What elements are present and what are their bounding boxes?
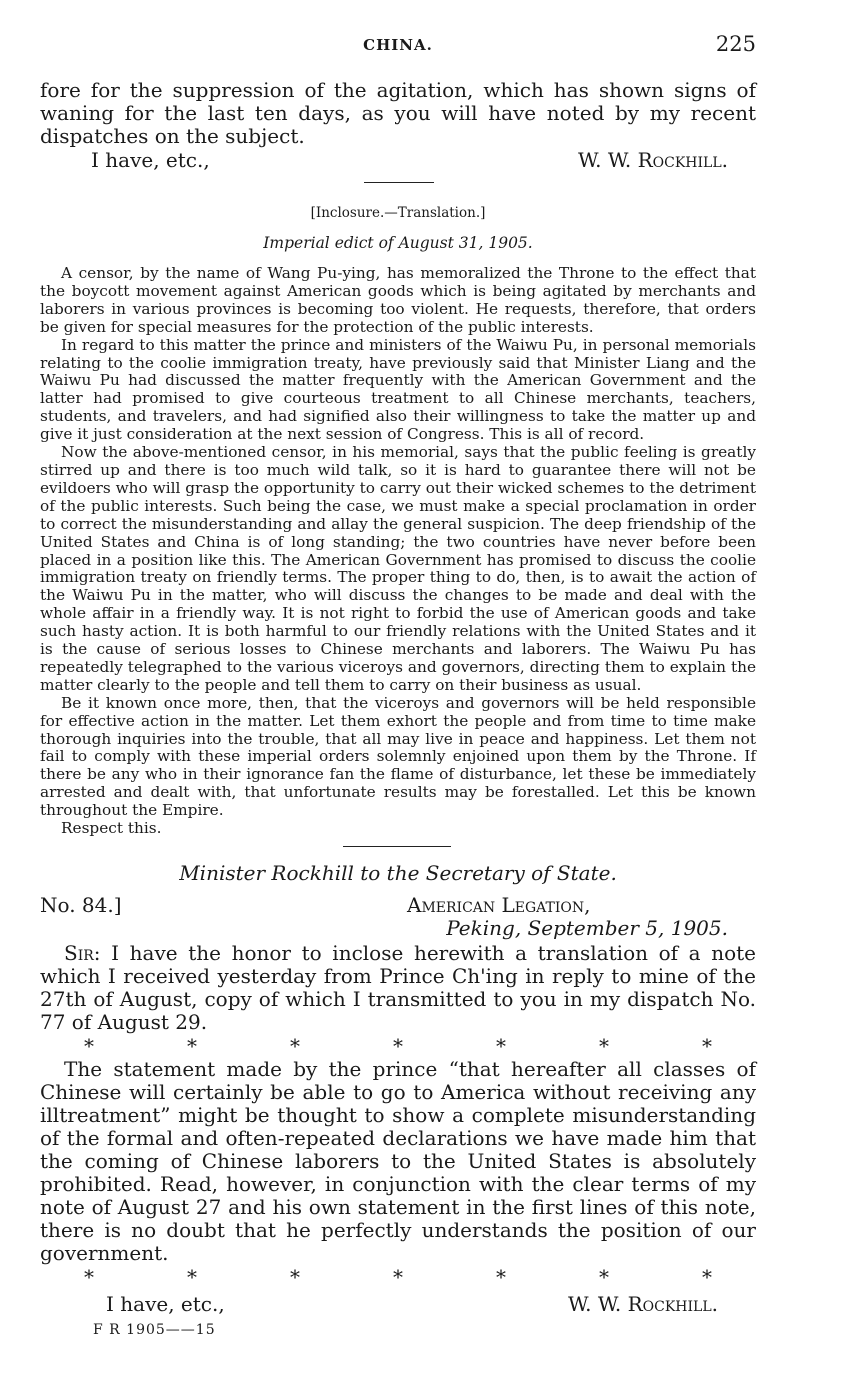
star: * bbox=[290, 1034, 300, 1058]
page-header bbox=[40, 32, 756, 60]
dispatch-number: No. 84.] bbox=[40, 893, 122, 917]
opening-signature-row bbox=[40, 148, 756, 172]
star: * bbox=[496, 1265, 506, 1289]
star: * bbox=[84, 1034, 94, 1058]
opening-closing: I have, etc., bbox=[91, 148, 210, 172]
signature-mark: F R 1905——15 bbox=[93, 1322, 216, 1338]
edict-paragraph: Respect this. bbox=[61, 819, 162, 838]
letter-dateline bbox=[40, 893, 756, 917]
running-head: CHINA. bbox=[363, 36, 433, 54]
letter-signature-row bbox=[40, 1292, 756, 1316]
page-number: 225 bbox=[715, 32, 756, 56]
opening-paragraph bbox=[40, 79, 756, 148]
letter-paragraph-1 bbox=[40, 942, 756, 1034]
divider-rule bbox=[343, 846, 451, 847]
edict-paragraph: In regard to this matter the prince and ministers of the Waiwu Pu, in personal memorials relating to the coolie immigration treaty, have previously said that Minister Liang and the Waiwu Pu had discussed the matter frequently with the American Government and the latter had promised to give courteous treatment to all Chinese merchants, teachers, students, and travelers, and had signified also their willingness to take the matter up and give it just consideration at the next session of Congress. This is all of record. bbox=[40, 335, 756, 444]
letter-place-date-row bbox=[40, 916, 756, 940]
star: * bbox=[187, 1034, 197, 1058]
edict-body bbox=[40, 265, 756, 838]
divider-rule bbox=[364, 182, 434, 183]
ellipsis-stars bbox=[40, 1034, 756, 1058]
star: * bbox=[393, 1034, 403, 1058]
letter-para-1-text: I have the honor to inclose herewith a translation of a note which I received yesterday from Prince Ch'ing in reply to mine of the 27th of August, copy of which I transmitted to you in my dispatch No. 77 of August 29. bbox=[40, 941, 757, 1034]
letter-closing: I have, etc., bbox=[106, 1292, 225, 1316]
ellipsis-stars bbox=[40, 1265, 756, 1289]
letter-para-2-text: The statement made by the prince “that hereafter all classes of Chinese will certainly be able to go to America without receiving any illtreatment” might be thought to show a complete misunderstanding of the formal and often-repeated declarations we have made him that the coming of Chinese laborers to the United States is absolutely prohibited. Read, however, in conjunction with the clear terms of my note of August 27 and his own statement in the first lines of this note, there is no doubt that he perfectly understands the position of our government. bbox=[40, 1057, 756, 1265]
letter-paragraph-2 bbox=[40, 1058, 756, 1265]
edict-paragraph: Now the above-mentioned censor, in his memorial, says that the public feeling is greatly stirred up and there is too much wild talk, so it is hard to guarantee there will not be evildoers who will grasp the opportunity to carry out their wicked schemes to the detriment of the public interests. Such being the case, we must make a special proclamation in order to correct the misunderstanding and allay the general suspicion. The deep friendship of the United States and China is of long standing; the two countries have never before been placed in a position like this. The American Government has promised to discuss the coolie immigration treaty on friendly terms. The proper thing to do, then, is to await the action of the Waiwu Pu in the matter, who will discuss the changes to be made and deal with the whole affair in a friendly way. It is not right to forbid the use of American goods and take such hasty action. It is both harmful to our friendly relations with the United States and it is the cause of serious losses to Chinese merchants and laborers. The Waiwu Pu has repeatedly telegraphed to the various viceroys and governors, directing them to explain the matter clearly to the people and tell them to carry on their business as usual. bbox=[40, 443, 756, 694]
inclosure-title: Imperial edict of August 31, 1905. bbox=[263, 234, 533, 252]
star: * bbox=[599, 1265, 609, 1289]
legation-name: American Legation, bbox=[407, 893, 591, 917]
letter-heading: Minister Rockhill to the Secretary of State. bbox=[179, 861, 617, 885]
salutation: Sir: bbox=[64, 941, 101, 965]
star: * bbox=[599, 1034, 609, 1058]
opening-text: fore for the suppression of the agitation, which has shown signs of waning for the last ten days, as you will have noted by my recent dispatches on the subject. bbox=[40, 78, 756, 148]
star: * bbox=[84, 1265, 94, 1289]
place-date: Peking, September 5, 1905. bbox=[446, 916, 728, 940]
star: * bbox=[702, 1034, 712, 1058]
edict-paragraph: Be it known once more, then, that the viceroys and governors will be held responsible for effective action in the matter. Let them exhort the people and from time to time make thorough inquiries into the trouble, that all may live in peace and happiness. Let them not fail to comply with these imperial orders solemnly enjoined upon them by the Throne. If there be any who in their ignorance fan the flame of disturbance, let these be immediately arrested and dealt with, that unfortunate results may be forestalled. Let this be known throughout the Empire. bbox=[40, 693, 756, 820]
edict-paragraph: A censor, by the name of Wang Pu-ying, has memoralized the Throne to the effect that the boycott movement against American goods which is being agitated by merchants and laborers in various provinces is becoming too violent. He requests, therefore, that orders be given for special measures for the protection of the public interests. bbox=[40, 264, 756, 336]
opening-signature: W. W. Rockhill. bbox=[578, 148, 728, 172]
star: * bbox=[496, 1034, 506, 1058]
letter-signature: W. W. Rockhill. bbox=[568, 1292, 718, 1316]
star: * bbox=[290, 1265, 300, 1289]
star: * bbox=[702, 1265, 712, 1289]
star: * bbox=[187, 1265, 197, 1289]
star: * bbox=[393, 1265, 403, 1289]
inclosure-label: [Inclosure.—Translation.] bbox=[310, 205, 486, 221]
